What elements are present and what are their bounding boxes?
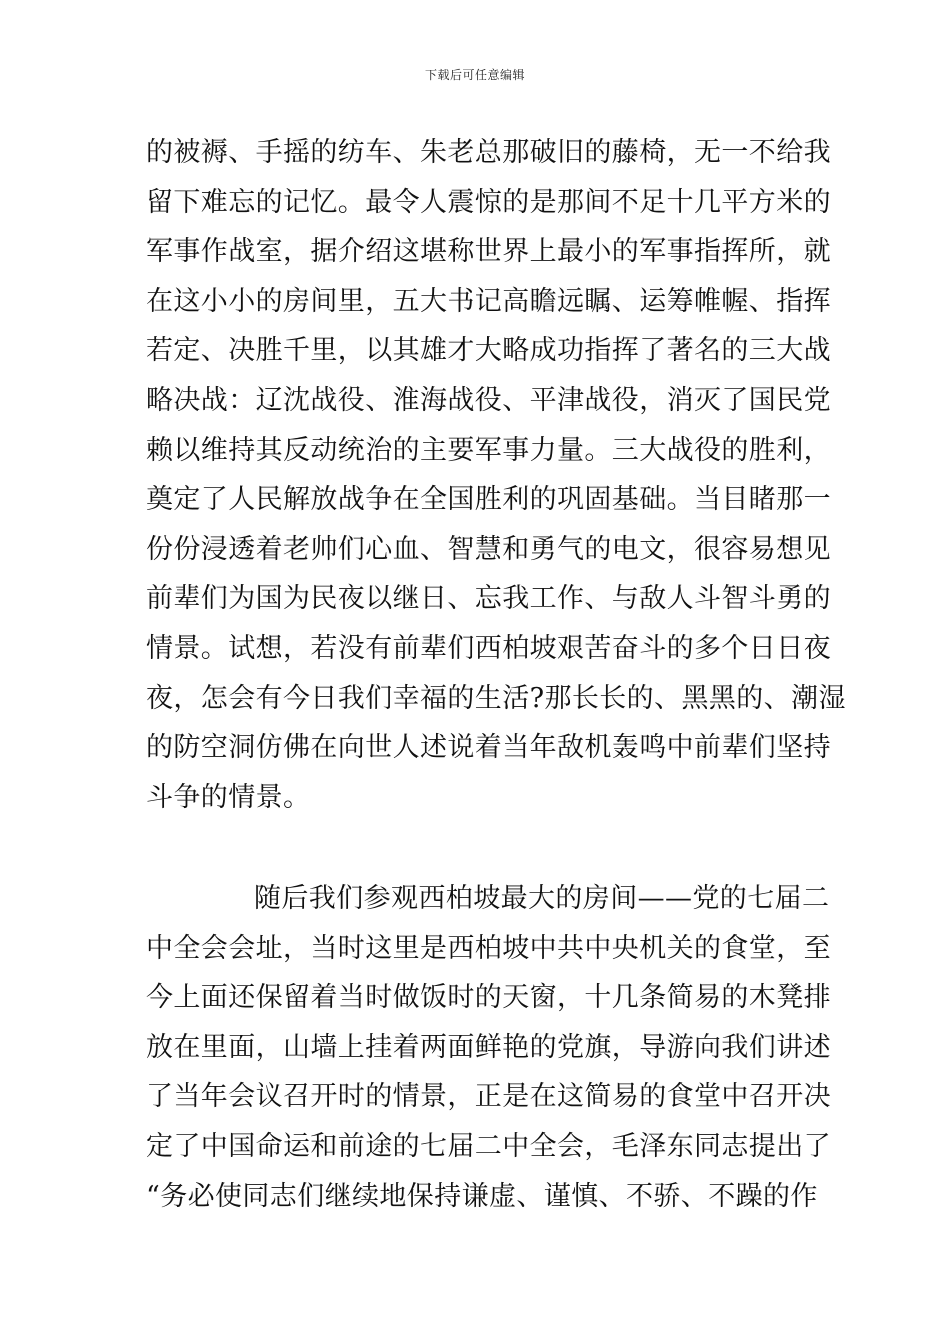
text-line: 前辈们为国为民夜以继日、忘我工作、与敌人斗智斗勇的 xyxy=(146,583,831,615)
text-line: “务必使同志们继续地保持谦虚、谨慎、不骄、不躁的作 xyxy=(146,1180,818,1212)
text-line: 的防空洞仿佛在向世人述说着当年敌机轰鸣中前辈们坚持 xyxy=(146,732,831,764)
text-line: 留下难忘的记忆。最令人震惊的是那间不足十几平方米的 xyxy=(146,186,831,218)
paragraph-2 xyxy=(146,874,831,1221)
text-line: 定了中国命运和前途的七届二中全会，毛泽东同志提出了 xyxy=(146,1130,831,1162)
text-line: 情景。试想，若没有前辈们西柏坡艰苦奋斗的多个日日夜 xyxy=(146,632,831,664)
paragraph-1 xyxy=(146,128,846,822)
text-line: 在这小小的房间里，五大书记高瞻远瞩、运筹帷幄、指挥 xyxy=(146,285,831,317)
text-line: 斗争的情景。 xyxy=(146,781,311,813)
text-line: 中全会会址，当时这里是西柏坡中共中央机关的食堂，至 xyxy=(146,932,831,964)
page-header: 下载后可任意编辑 xyxy=(424,68,525,82)
text-line: 若定、决胜千里，以其雄才大略成功指挥了著名的三大战 xyxy=(146,335,831,367)
text-line: 随后我们参观西柏坡最大的房间——党的七届二 xyxy=(254,883,830,914)
text-line: 略决战：辽沈战役、淮海战役、平津战役，消灭了国民党 xyxy=(146,384,831,416)
text-line: 赖以维持其反动统治的主要军事力量。三大战役的胜利， xyxy=(146,434,831,466)
text-line: 军事作战室，据介绍这堪称世界上最小的军事指挥所，就 xyxy=(146,236,831,268)
text-line: 了当年会议召开时的情景，正是在这简易的食堂中召开决 xyxy=(146,1081,831,1113)
text-line: 奠定了人民解放战争在全国胜利的巩固基础。当目睹那一 xyxy=(146,484,831,516)
text-line: 夜，怎会有今日我们幸福的生活?那长长的、黑黑的、潮湿 xyxy=(146,682,846,714)
text-line: 放在里面，山墙上挂着两面鲜艳的党旗，导游向我们讲述 xyxy=(146,1031,831,1063)
text-line: 今上面还保留着当时做饭时的天窗，十几条简易的木凳排 xyxy=(146,982,831,1014)
text-line: 份份浸透着老帅们心血、智慧和勇气的电文，很容易想见 xyxy=(146,533,831,565)
text-line: 的被褥、手摇的纺车、朱老总那破旧的藤椅，无一不给我 xyxy=(146,137,831,168)
